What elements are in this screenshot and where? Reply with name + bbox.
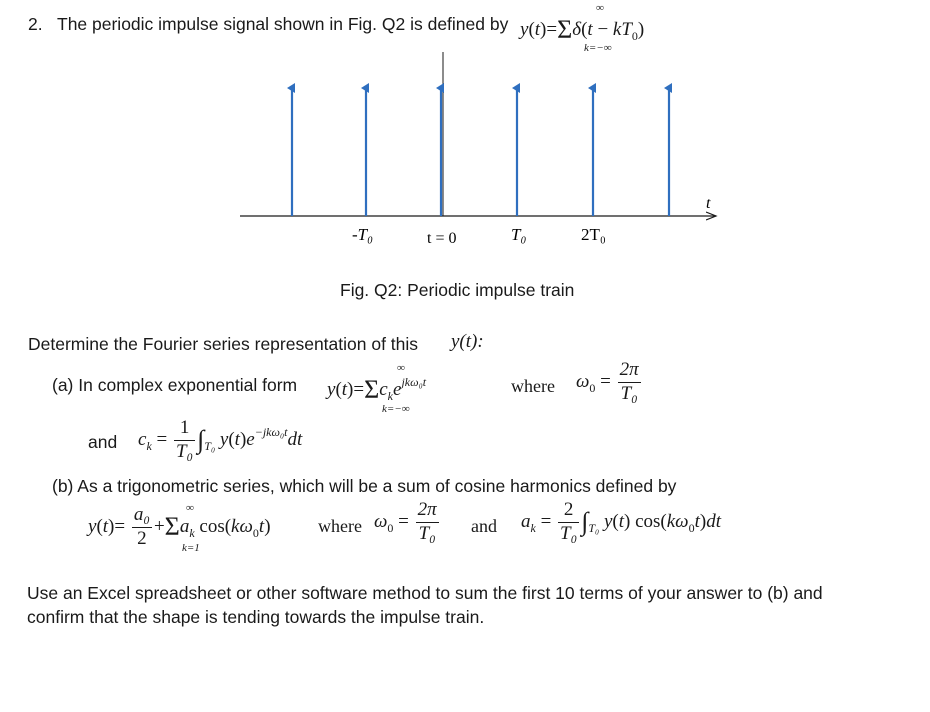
instruction-line-1: Use an Excel spreadsheet or other software method to sum the first 10 terms of your answer to (b) and <box>27 583 823 603</box>
part-b-and: and <box>471 516 497 536</box>
part-a-equation: $y(t)=\Sigma c_ke^{jk\omega_0t}$ <box>327 375 427 404</box>
part-a-sum-upper: ∞ <box>397 362 405 374</box>
determine-text: Determine the Fourier series representation of this <box>28 334 419 354</box>
ck-num: 1 <box>174 418 195 441</box>
a0-num: a₀ <box>132 505 152 528</box>
part-b-where: where <box>318 516 362 536</box>
part-b-sum-lower: k=1 <box>182 542 200 554</box>
part-a-label: (a) In complex exponential form <box>52 375 298 395</box>
determine-symbol: y(t): <box>451 331 484 352</box>
part-a-omega-def: $\omega_0$ = $\frac{2\pi}{\text{T₀}}$ <box>576 359 639 404</box>
definition-sum-lower: k=−∞ <box>584 42 612 54</box>
omega-den: T₀ <box>620 382 638 404</box>
part-b-equation: y(t)= $\frac{\text{a₀}}{2}$ $+\Sigma a_k$ $\cos(k\omega_0t)$ <box>88 504 271 549</box>
part-a-where: where <box>511 376 555 396</box>
impulse-train-figure <box>0 40 930 300</box>
tick-label-minus-T0: -T₀ <box>352 225 374 244</box>
ak-num: 2 <box>558 500 579 523</box>
part-b-sum-upper: ∞ <box>186 502 194 514</box>
part-b-label: (b) As a trigonometric series, which will be a sum of cosine harmonics defined by <box>52 476 677 496</box>
problem-number: 2. <box>28 14 43 34</box>
a0-den: 2 <box>137 527 147 549</box>
ak-den: T₀ <box>560 522 578 544</box>
tick-label-zero: t = 0 <box>427 230 457 247</box>
definition-equation: $y(t)=\Sigma\delta(t - kT_0)$ <box>520 15 645 44</box>
ck-den: T₀ <box>175 440 194 462</box>
part-b-omega-def: $\omega_0$ = $\frac{2\pi}{\text{T₀}}$ <box>374 499 437 544</box>
definition-sum-upper: ∞ <box>596 2 604 14</box>
omega-den-b: T₀ <box>418 522 436 544</box>
figure-caption: Fig. Q2: Periodic impulse train <box>340 280 575 300</box>
and-label: and <box>88 432 118 452</box>
ak-equation: $a_k$ = $\frac{2}{\text{T₀}}$ $\int_{T_0}$ y(t) $\cos(k\omega_0t)dt$ <box>521 499 721 544</box>
part-a-sum-lower: k=−∞ <box>382 403 410 415</box>
axis-label-t: t <box>706 195 711 212</box>
tick-label-2T0: 2T₀ <box>581 225 606 244</box>
omega-num: 2π <box>618 360 641 383</box>
problem-intro: The periodic impulse signal shown in Fig. Q2 is defined by <box>57 14 509 34</box>
ck-equation: $c_k$ = $\frac{1}{\text{T₀}}$ $\int_{T_0}$ $y(t)e^{-jk\omega_0t}dt$ <box>138 417 303 462</box>
tick-label-T0: T₀ <box>511 225 527 244</box>
omega-num-b: 2π <box>416 500 439 523</box>
instruction-line-2: confirm that the shape is tending towards the impulse train. <box>27 607 485 627</box>
